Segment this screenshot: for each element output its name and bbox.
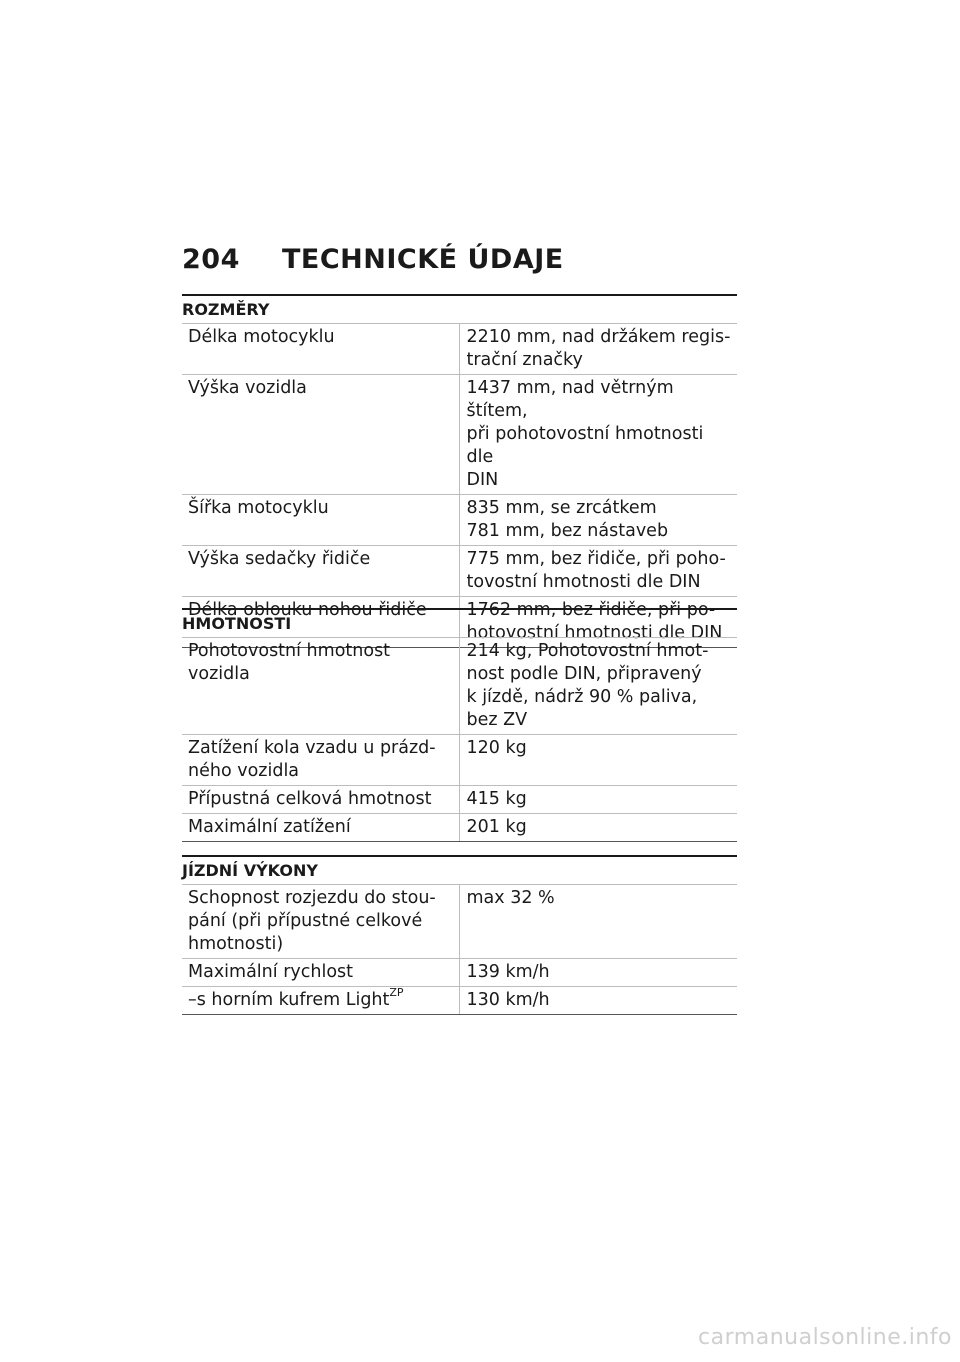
row-label: Maximální rychlost [182, 959, 459, 987]
page-header [182, 244, 564, 275]
row-label: Maximální zatížení [182, 814, 459, 842]
dimensions-table [182, 323, 737, 648]
page-number: 204 [182, 244, 240, 275]
row-label: Šířka motocyklu [182, 495, 459, 546]
row-value: 415 kg [459, 786, 737, 814]
performance-table [182, 884, 737, 1015]
row-value: 835 mm, se zrcátkem 781 mm, bez nástaveb [459, 495, 737, 546]
row-value: 775 mm, bez řidiče, při poho- tovostní hmotnosti dle DIN [459, 546, 737, 597]
row-value: 120 kg [459, 735, 737, 786]
table-row [182, 324, 737, 375]
weights-table [182, 637, 737, 842]
row-label: Výška vozidla [182, 375, 459, 495]
section-performance [182, 855, 737, 1015]
row-label: Výška sedačky řidiče [182, 546, 459, 597]
row-value: 214 kg, Pohotovostní hmot- nost podle DIN, připravený k jízdě, nádrž 90 % paliva, bez ZV [459, 638, 737, 735]
row-value: max 32 % [459, 885, 737, 959]
table-row [182, 495, 737, 546]
row-label: Schopnost rozjezdu do stou- pání (při přípustné celkové hmotnosti) [182, 885, 459, 959]
table-row [182, 885, 737, 959]
row-value: 1762 mm, bez řidiče, při po- hotovostní hmotnosti dle DIN [459, 597, 737, 648]
table-row [182, 959, 737, 987]
row-value: 130 km/h [459, 987, 737, 1015]
table-row [182, 786, 737, 814]
row-value: 2210 mm, nad držákem regis- trační značky [459, 324, 737, 375]
table-row [182, 546, 737, 597]
row-value: 201 kg [459, 814, 737, 842]
section-title: ROZMĚRY [182, 294, 737, 323]
section-title: JÍZDNÍ VÝKONY [182, 855, 737, 884]
table-row [182, 638, 737, 735]
table-row [182, 814, 737, 842]
table-row [182, 375, 737, 495]
row-label: Pohotovostní hmotnost vozidla [182, 638, 459, 735]
row-label: Délka oblouku nohou řidiče [182, 597, 459, 648]
section-dimensions [182, 294, 737, 648]
row-label: Délka motocyklu [182, 324, 459, 375]
row-label: –s horním kufrem Light$^{ZP}$ [182, 987, 459, 1015]
row-label: Zatížení kola vzadu u prázd- ného vozidla [182, 735, 459, 786]
row-label: Přípustná celková hmotnost [182, 786, 459, 814]
page-title: TECHNICKÉ ÚDAJE [282, 244, 564, 275]
watermark: carmanualsonline.info [698, 1325, 952, 1350]
row-value: 1437 mm, nad větrným štítem, při pohotovostní hmotnosti dle DIN [459, 375, 737, 495]
table-row [182, 735, 737, 786]
row-value: 139 km/h [459, 959, 737, 987]
zp-superscript: ZP [389, 986, 404, 1000]
table-row [182, 987, 737, 1015]
section-title: HMOTNOSTI [182, 608, 737, 637]
section-weights [182, 608, 737, 842]
